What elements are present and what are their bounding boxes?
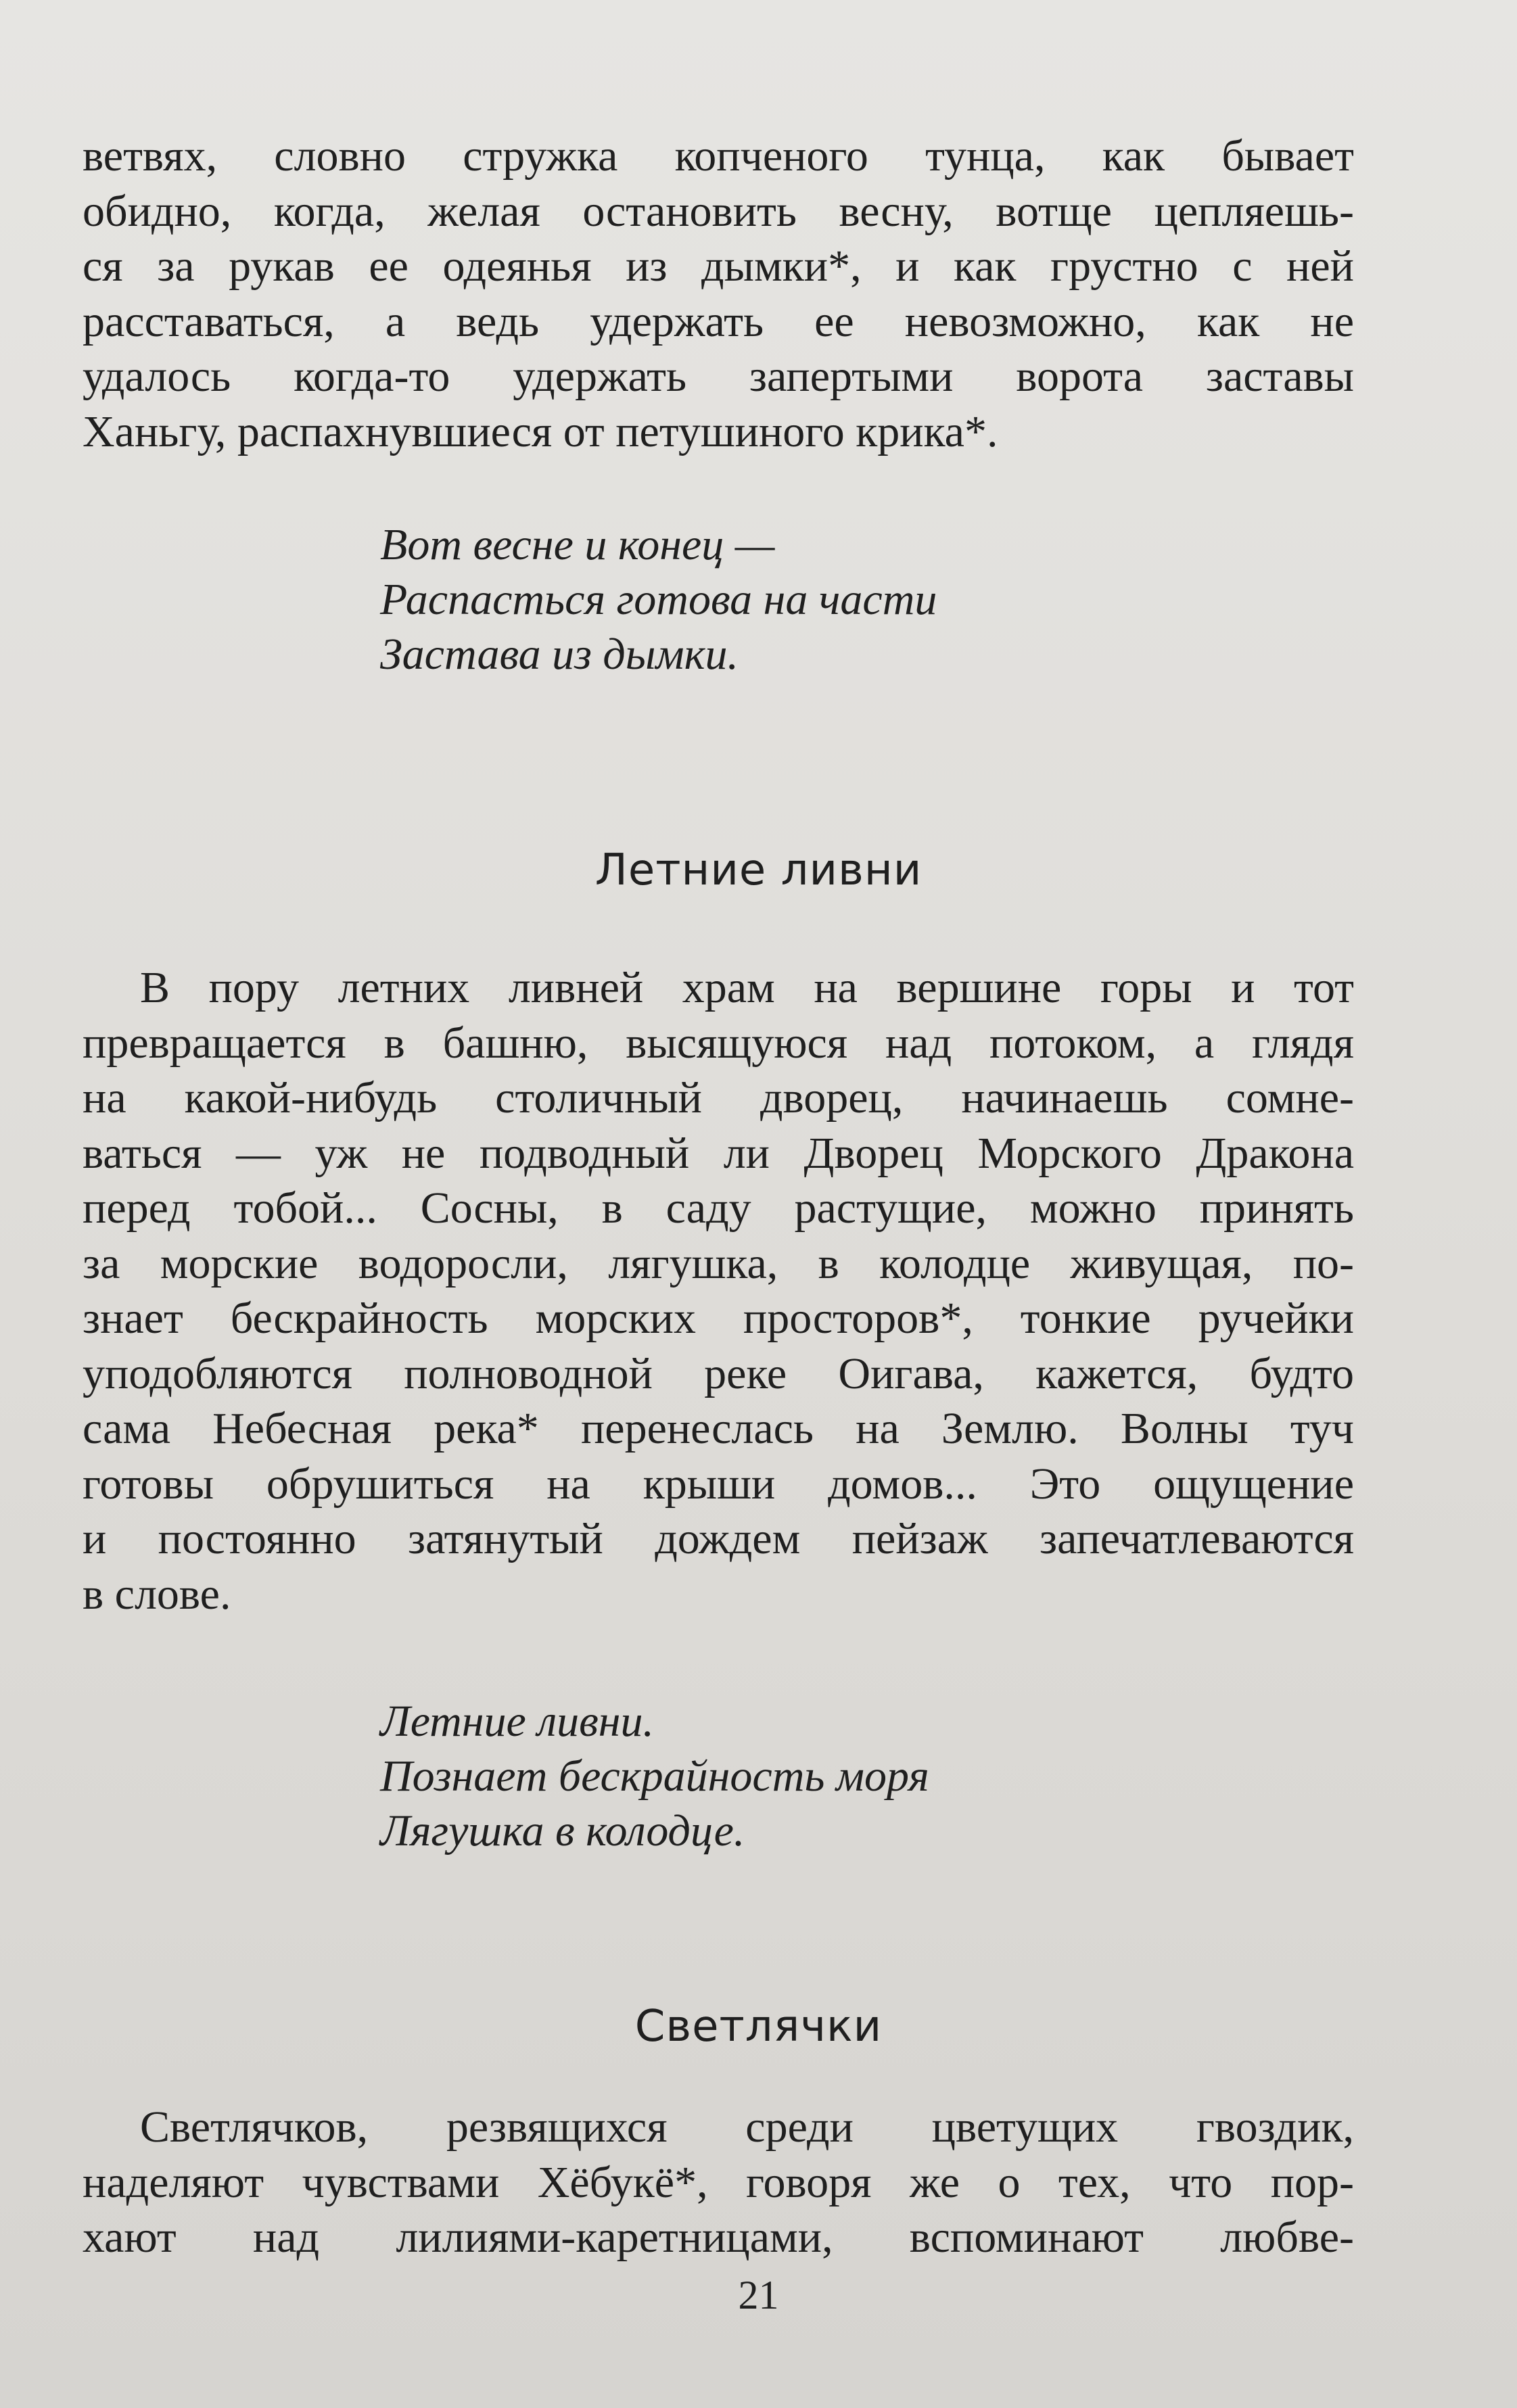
section-heading-summer-rains: Летние ливни — [594, 845, 923, 895]
text-line: и постоянно затянутый дождем пейзаж запечатлеваются — [83, 1514, 1354, 1563]
poem-line: Летние ливни. — [380, 1697, 654, 1746]
text-line: в слове. — [83, 1569, 231, 1619]
poem-line: Распасться готова на части — [380, 575, 937, 624]
text-line: удалось когда-то удержать запертыми ворота заставы — [83, 352, 1354, 401]
paragraph-summer-rains — [83, 960, 1354, 1622]
text-line: уподобляются полноводной реке Оигава, кажется, будто — [83, 1348, 1354, 1398]
poem-line: Застава из дымки. — [380, 630, 739, 679]
paragraph-spring-end — [83, 128, 1354, 459]
haiku-spring — [380, 517, 937, 682]
text-line: ветвях, словно стружка копченого тунца, как бывает — [83, 131, 1354, 181]
text-line: В пору летних ливней храм на вершине горы и тот — [140, 963, 1354, 1012]
text-line: готовы обрушиться на крыши домов... Это ощущение — [83, 1459, 1354, 1509]
section-heading-fireflies: Светлячки — [634, 2002, 883, 2052]
text-line: обидно, когда, желая остановить весну, вотще цепляешь- — [83, 186, 1354, 236]
text-line: сама Небесная река* перенеслась на Землю. Волны туч — [83, 1404, 1354, 1453]
page-number: 21 — [738, 2273, 779, 2317]
text-line: знает бескрайность морских просторов*, тонкие ручейки — [83, 1294, 1354, 1343]
text-line: за морские водоросли, лягушка, в колодце живущая, по- — [83, 1238, 1354, 1288]
text-line: на какой-нибудь столичный дворец, начинаешь сомне- — [83, 1073, 1354, 1123]
text-line: перед тобой... Сосны, в саду растущие, можно принять — [83, 1183, 1354, 1233]
haiku-summer-rains — [380, 1694, 929, 1858]
text-line: хают над лилиями-каретницами, вспоминают любве- — [83, 2213, 1354, 2262]
poem-line: Познает бескрайность моря — [380, 1751, 929, 1801]
text-line: Ханьгу, распахнувшиеся от петушиного крика*. — [83, 406, 998, 456]
text-line: Светлячков, резвящихся среди цветущих гвоздик, — [140, 2102, 1354, 2152]
paragraph-fireflies — [83, 2100, 1354, 2265]
text-line: наделяют чувствами Хёбукё*, говоря же о тех, что пор- — [83, 2157, 1354, 2207]
text-line: ваться — уж не подводный ли Дворец Морского Дракона — [83, 1128, 1354, 1178]
text-line: расставаться, а ведь удержать ее невозможно, как не — [83, 296, 1354, 346]
poem-line: Лягушка в колодце. — [380, 1806, 745, 1856]
text-line: превращается в башню, высящуюся над потоком, а глядя — [83, 1018, 1354, 1068]
text-line: ся за рукав ее одеянья из дымки*, и как грустно с ней — [83, 241, 1354, 291]
poem-line: Вот весне и конец — — [380, 520, 775, 569]
